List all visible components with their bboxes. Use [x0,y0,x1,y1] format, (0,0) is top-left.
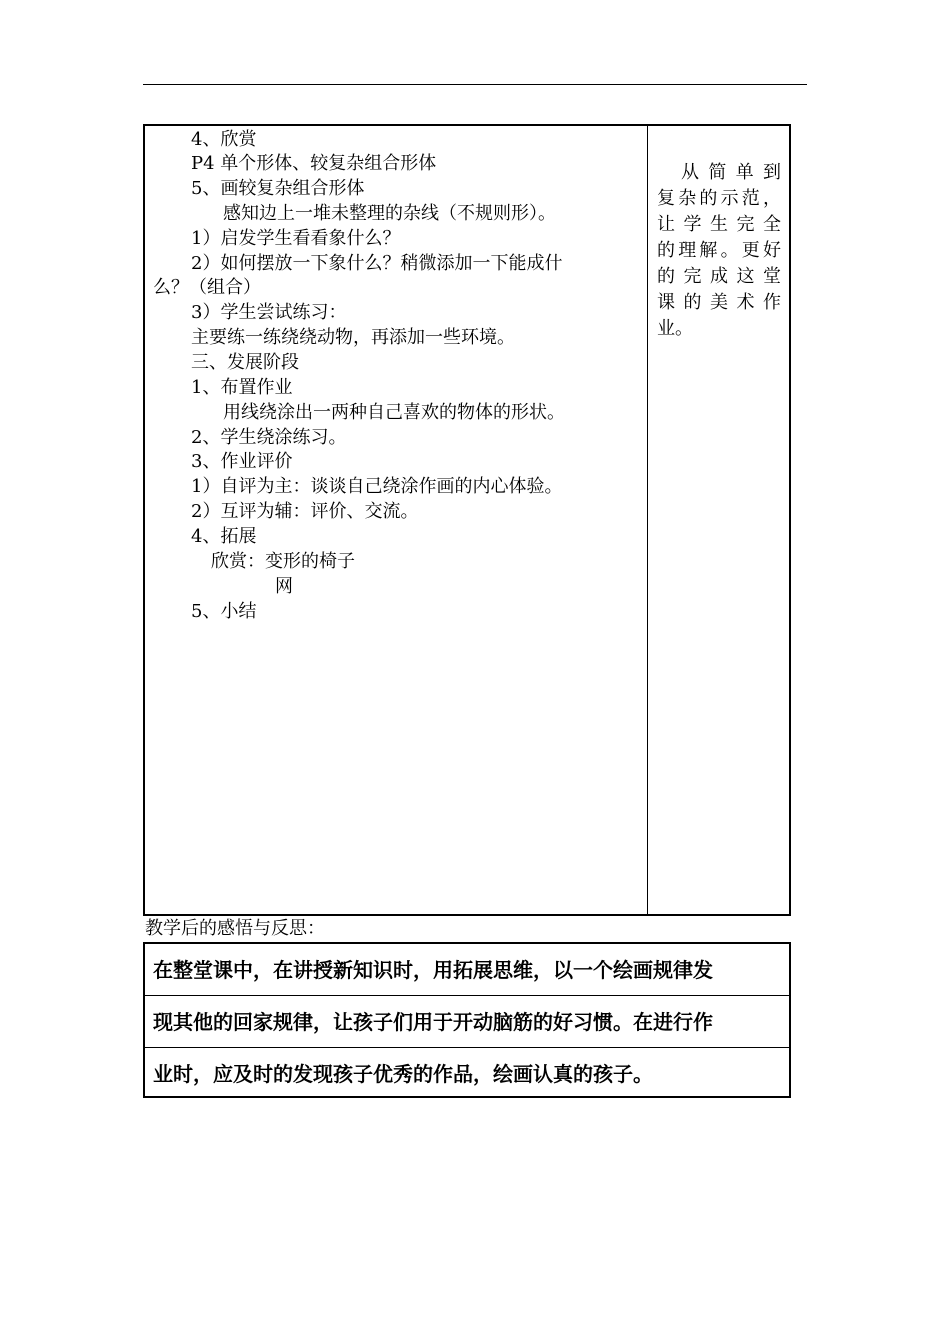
lesson-table [143,124,791,916]
step-line: 4、拓展 [191,526,257,547]
step-line: 2）如何摆放一下象什么？稍微添加一下能成什 [191,253,563,274]
step-line: 2）互评为辅：评价、交流。 [191,501,419,522]
step-line: 5、画较复杂组合形体 [191,178,365,199]
reflection-line: 现其他的回家规律，让孩子们用于开动脑筋的好习惯。在进行作 [145,996,789,1048]
note-line: 的理解。更好 [657,240,781,261]
step-line: 5、小结 [191,601,257,622]
note-line: 业。 [657,318,693,339]
step-line: 感知边上一堆未整理的杂线（不规则形）。 [223,203,556,224]
step-line: P4 单个形体、较复杂组合形体 [191,153,437,174]
step-line: 3、作业评价 [191,451,293,472]
reflection-line: 业时，应及时的发现孩子优秀的作品，绘画认真的孩子。 [153,1062,653,1086]
step-line: 3）学生尝试练习： [191,302,347,323]
step-line: 三、发展阶段 [191,352,299,373]
step-line: 主要练一练绕绕动物，再添加一些环境。 [191,327,515,348]
step-line: 用线绕涂出一两种自己喜欢的物体的形状。 [223,402,565,423]
step-line: 4、欣赏 [191,129,257,150]
note-line: 的完成这堂 [657,266,781,287]
note-line: 从简单到 [681,162,781,183]
reflection-line: 在整堂课中，在讲授新知识时，用拓展思维，以一个绘画规律发 [145,944,789,996]
note-line: 课的美术作 [657,292,781,313]
reflection-box [143,942,791,1098]
step-line: 网 [275,576,293,597]
step-line: 1、布置作业 [191,377,293,398]
step-line: 1）启发学生看看象什么？ [191,228,401,249]
design-notes-cell [657,160,781,342]
reflection-title: 教学后的感悟与反思： [145,918,325,939]
header-rule [143,84,807,85]
step-line: 么？（组合） [153,277,261,298]
note-line: 让学生完全 [657,214,781,235]
step-line: 2、学生绕涂练习。 [191,427,347,448]
step-line: 1）自评为主：谈谈自己绕涂作画的内心体验。 [191,476,563,497]
note-line: 复杂的示范， [657,188,781,209]
column-divider [647,126,648,914]
step-line: 欣赏：变形的椅子 [211,551,355,572]
